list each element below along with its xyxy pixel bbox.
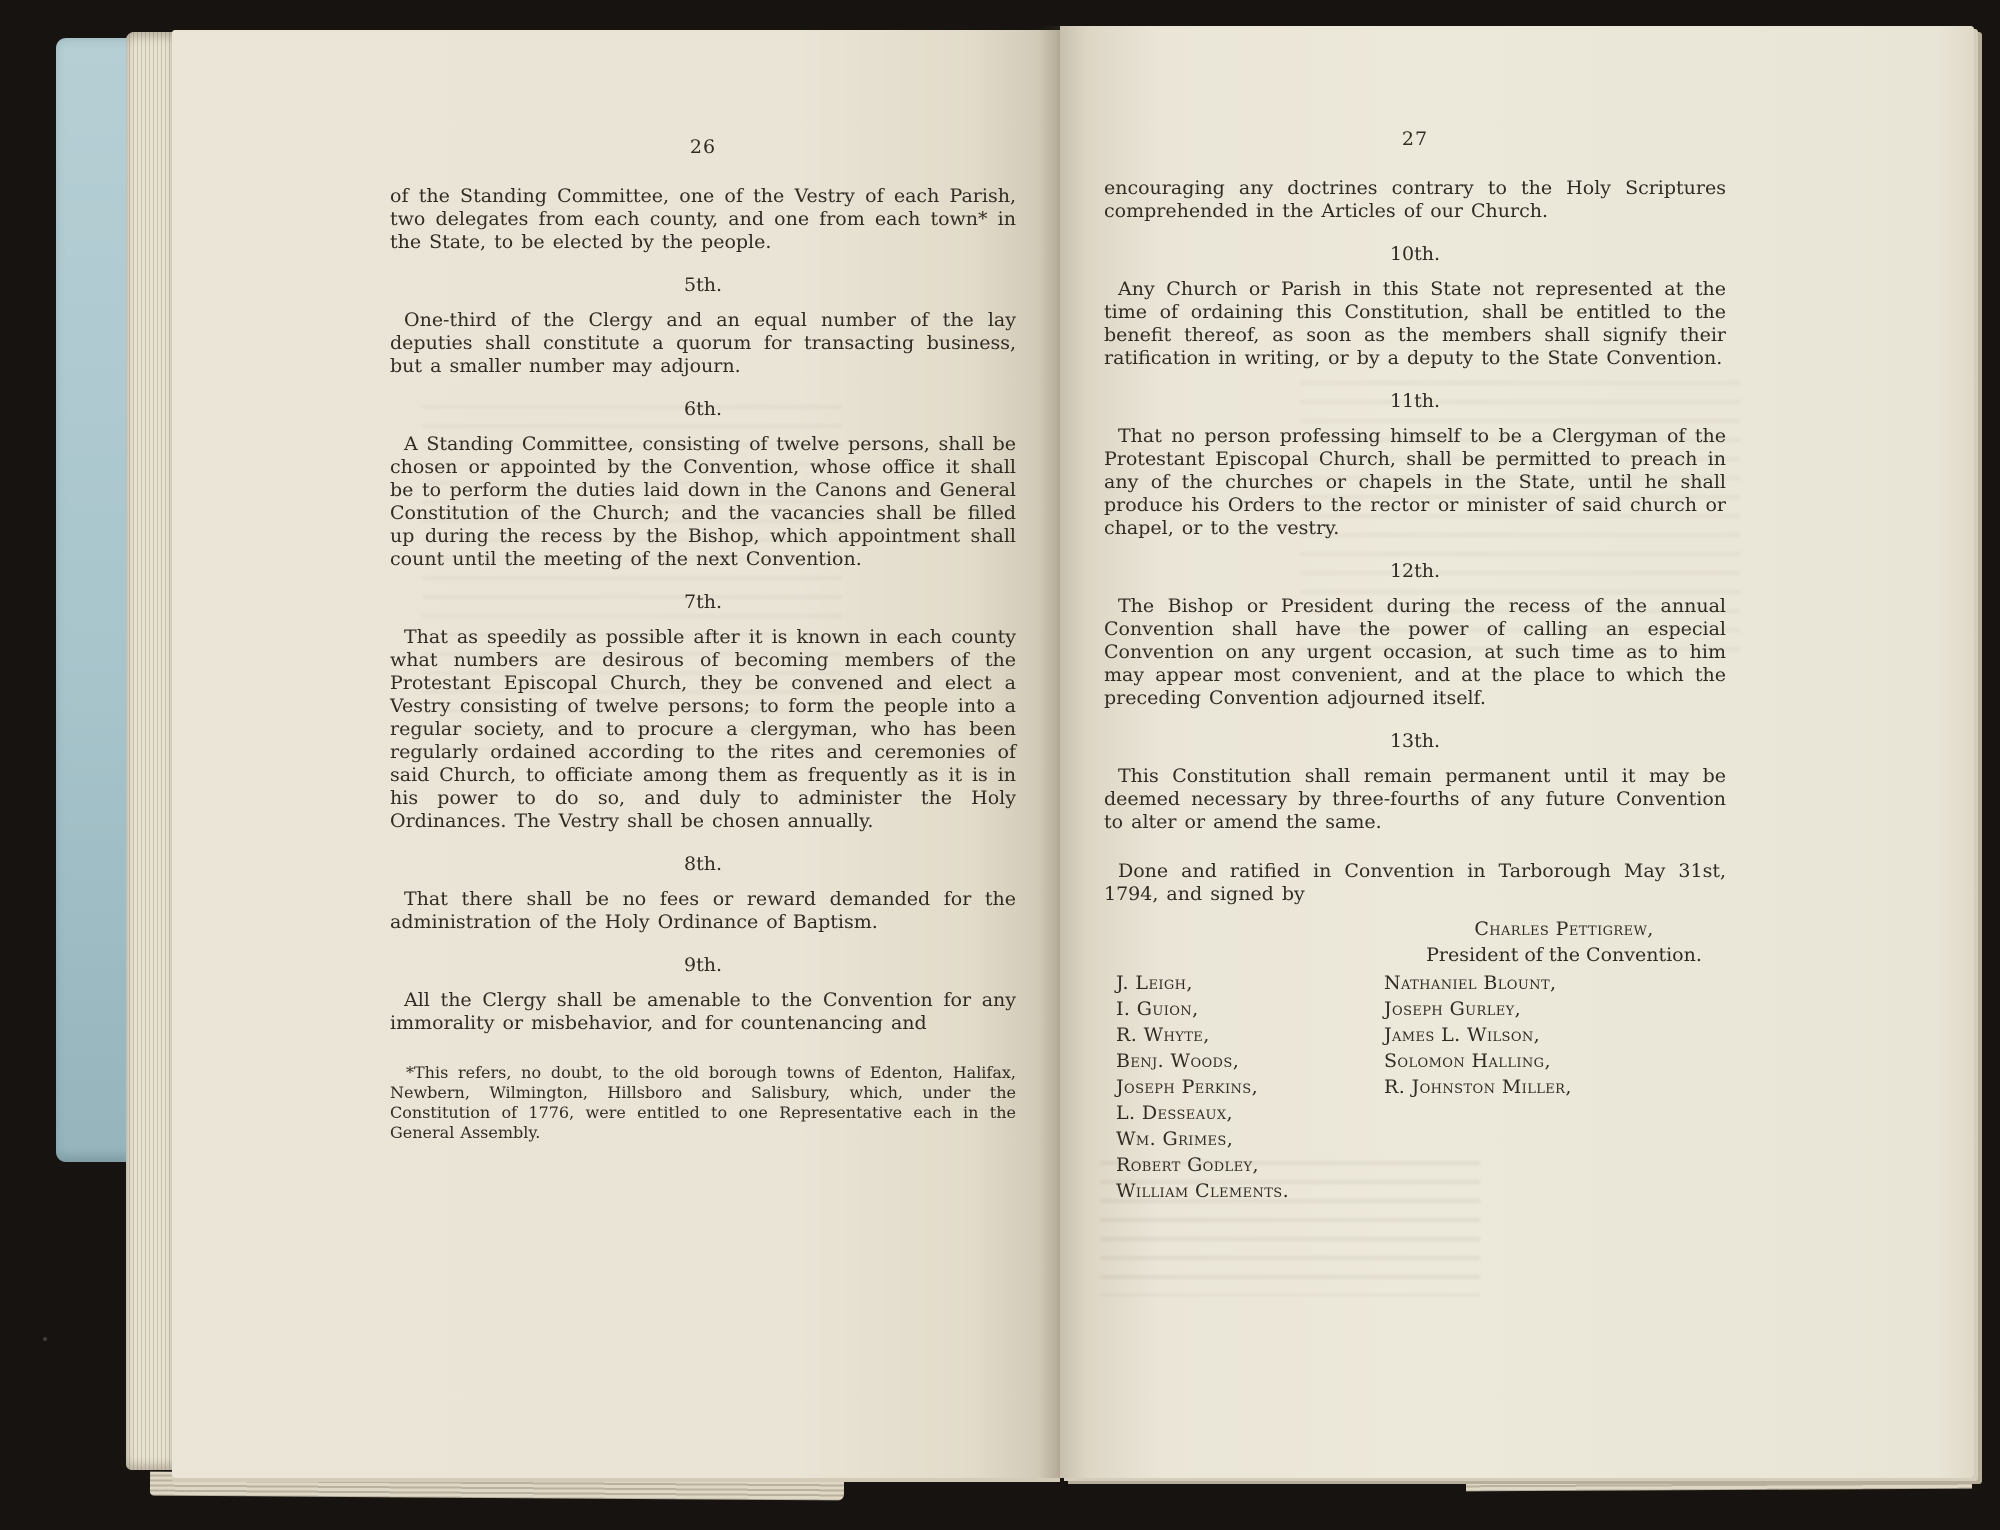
- section-heading: 7th.: [684, 591, 722, 613]
- page-27: [1060, 26, 1974, 1478]
- signature-column-left: [1104, 970, 1384, 1204]
- ratification-statement: Done and ratified in Convention in Tarborough May 31st, 1794, and signed by: [1104, 860, 1726, 905]
- signer-name: L. Desseaux,: [1116, 1102, 1233, 1124]
- president-signature-block: [1402, 916, 1726, 968]
- section-body: All the Clergy shall be amenable to the Convention for any immorality or misbehavior, and for countenancing and: [390, 989, 1016, 1034]
- signer-name: R. Johnston Miller,: [1384, 1076, 1572, 1098]
- page-number: 27: [1401, 128, 1429, 150]
- signer-name: Nathaniel Blount,: [1384, 972, 1557, 994]
- section-body: That no person professing himself to be a Clergyman of the Protestant Episcopal Church, shall be permitted to preach in any of the churches or chapels in the State, until he shall produce his Orders to the rector or minister of said church or chapel, or to the vestry.: [1104, 425, 1726, 539]
- signer-name: I. Guion,: [1116, 998, 1199, 1020]
- president-title: President of the Convention.: [1426, 944, 1702, 966]
- signer-name: Joseph Gurley,: [1384, 998, 1522, 1020]
- page-26: [172, 30, 1060, 1478]
- signer-name: Wm. Grimes,: [1116, 1128, 1234, 1150]
- signer-name: Joseph Perkins,: [1116, 1076, 1259, 1098]
- section-8th: [390, 853, 1016, 934]
- signer-name: R. Whyte,: [1116, 1024, 1210, 1046]
- section-heading: 5th.: [684, 274, 722, 296]
- section-body: One-third of the Clergy and an equal number of the lay deputies shall constitute a quorum for transacting business, but a smaller number may adjourn.: [390, 309, 1016, 377]
- signer-name: William Clements.: [1116, 1180, 1290, 1202]
- signer-name: J. Leigh,: [1116, 972, 1193, 994]
- signer-name: James L. Wilson,: [1384, 1024, 1541, 1046]
- section-body: A Standing Committee, consisting of twelve persons, shall be chosen or appointed by the Convention, whose office it shall be to perform the duties laid down in the Canons and General Constitution of the Church; and the vacancies shall be filled up during the recess by the Bishop, which appointment shall count until the meeting of the next Convention.: [390, 433, 1016, 570]
- section-10th: [1104, 243, 1726, 370]
- section-heading: 11th.: [1389, 390, 1441, 412]
- section-body: This Constitution shall remain permanent until it may be deemed necessary by three-fourths of any future Convention to alter or amend the same.: [1104, 765, 1726, 833]
- page-number: 26: [689, 136, 717, 158]
- section-11th: [1104, 390, 1726, 540]
- signature-column-right: [1384, 970, 1726, 1204]
- section-body: The Bishop or President during the recess of the annual Convention shall have the power of calling an especial Convention on any urgent occasion, at such time as to him may appear most convenient, and at the place to which the preceding Convention adjourned itself.: [1104, 595, 1726, 709]
- section-body: That there shall be no fees or reward demanded for the administration of the Holy Ordinance of Baptism.: [390, 888, 1016, 933]
- paragraph-continuation: of the Standing Committee, one of the Vestry of each Parish, two delegates from each county, and one from each town* in the State, to be elected by the people.: [390, 185, 1016, 253]
- page-stack-left-edges: [126, 32, 174, 1470]
- section-7th: [390, 591, 1016, 833]
- page-26-content: [390, 136, 1016, 1143]
- page-27-content: [1104, 128, 1726, 1204]
- signer-name: Solomon Halling,: [1384, 1050, 1551, 1072]
- section-6th: [390, 398, 1016, 571]
- footnote: *This refers, no doubt, to the old borough towns of Edenton, Halifax, Newbern, Wilmington, Hillsboro and Salisbury, which, under the Constitution of 1776, were entitled to one Representative each in the General Assembly.: [390, 1063, 1016, 1142]
- section-12th: [1104, 560, 1726, 710]
- section-heading: 9th.: [684, 954, 722, 976]
- paragraph-continuation: encouraging any doctrines contrary to the Holy Scriptures comprehended in the Articles of our Church.: [1104, 177, 1726, 222]
- section-9th: [390, 954, 1016, 1035]
- section-heading: 8th.: [684, 853, 722, 875]
- signer-name: Benj. Woods,: [1116, 1050, 1240, 1072]
- section-heading: 13th.: [1389, 730, 1441, 752]
- section-13th: [1104, 730, 1726, 834]
- section-heading: 12th.: [1389, 560, 1441, 582]
- section-heading: 10th.: [1389, 243, 1441, 265]
- signer-name: Robert Godley,: [1116, 1154, 1259, 1176]
- president-name: Charles Pettigrew,: [1474, 918, 1654, 940]
- section-body: Any Church or Parish in this State not represented at the time of ordaining this Constitution, shall be entitled to the benefit thereof, as soon as the members shall signify their ratification in writing, or by a deputy to the State Convention.: [1104, 278, 1726, 369]
- section-5th: [390, 274, 1016, 378]
- section-body: That as speedily as possible after it is known in each county what numbers are desirous of becoming members of the Protestant Episcopal Church, they be convened and elect a Vestry consisting of twelve persons; to form the people into a regular society, and to procure a clergyman, who has been regularly ordained according to the rites and ceremonies of said Church, to officiate among them as frequently as it is in his power to do so, and duly to administer the Holy Ordinances. The Vestry shall be chosen annually.: [390, 626, 1016, 832]
- signature-columns: [1104, 970, 1726, 1204]
- section-heading: 6th.: [684, 398, 722, 420]
